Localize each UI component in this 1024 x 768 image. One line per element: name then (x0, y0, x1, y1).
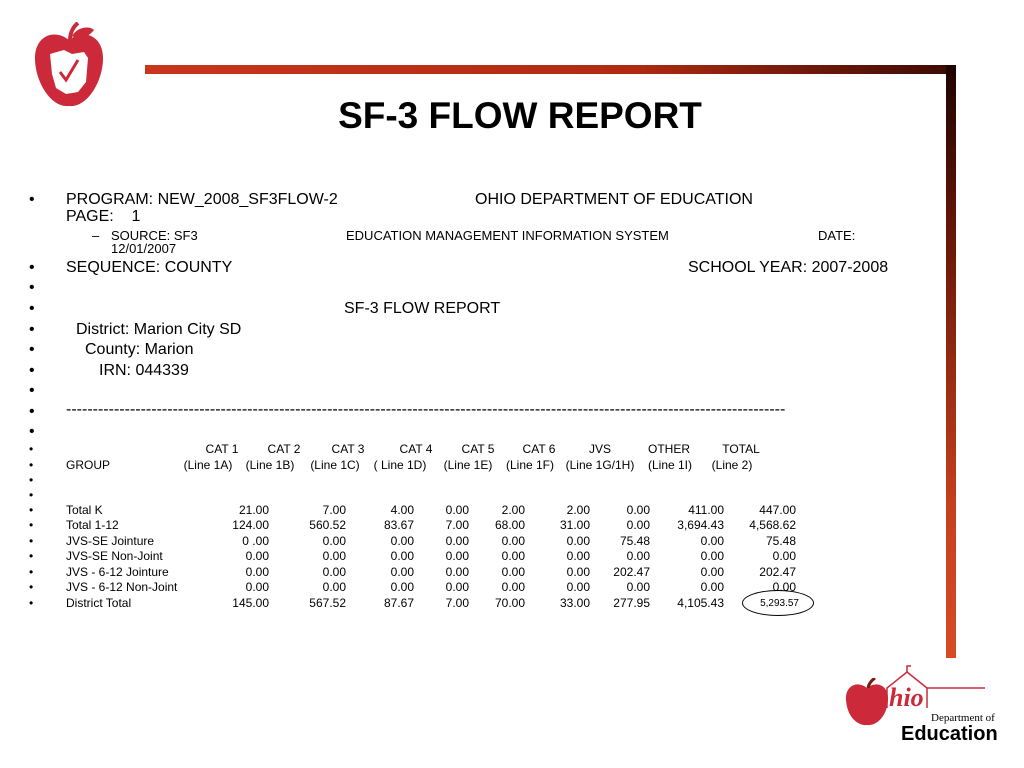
table-cell: 0.00 (566, 549, 590, 563)
table-cell: 0.00 (322, 534, 346, 548)
table-cell: 202.47 (759, 565, 796, 579)
column-header-line: (Line 1B) (245, 458, 295, 472)
bullet: • (29, 341, 35, 358)
table-cell: 83.67 (383, 518, 414, 532)
bullet: • (29, 596, 34, 610)
column-header-line: (Line 1I) (647, 458, 693, 472)
table-cell: 87.67 (383, 596, 414, 610)
table-cell: 75.48 (765, 534, 796, 548)
table-cell: 7.00 (445, 596, 469, 610)
table-cell: 0.00 (390, 580, 414, 594)
sub-bullet: – (92, 228, 100, 243)
source-label: SOURCE: SF3 (111, 228, 198, 243)
system-label: EDUCATION MANAGEMENT INFORMATION SYSTEM (346, 228, 669, 243)
bullet: • (29, 549, 34, 563)
bullet: • (29, 580, 34, 594)
table-cell: 0.00 (445, 580, 469, 594)
table-cell: 0.00 (626, 518, 650, 532)
district-label: District: Marion City SD (76, 321, 242, 338)
bullet: • (29, 403, 35, 420)
table-cell: 0.00 (501, 580, 525, 594)
table-cell: 4,568.62 (749, 518, 796, 532)
bullet: • (29, 534, 34, 548)
bullet: • (29, 565, 34, 579)
column-header-line: (Line 1G/1H) (565, 458, 635, 472)
table-cell: 0.00 (445, 549, 469, 563)
table-cell: 2.00 (501, 503, 525, 517)
table-cell: 5,293.57 (760, 598, 799, 609)
row-label: JVS-SE Jointure (66, 534, 155, 548)
table-cell: 0.00 (445, 503, 469, 517)
row-label: Total K (66, 503, 103, 517)
column-header-name: CAT 6 (522, 442, 556, 456)
logo-education-text: Education (901, 723, 998, 745)
table-cell: 31.00 (559, 518, 590, 532)
group-header: GROUP (66, 458, 111, 472)
county-label: County: Marion (85, 341, 194, 358)
table-cell: 0.00 (626, 580, 650, 594)
column-header-name: TOTAL (722, 442, 760, 456)
column-header-name: CAT 4 (399, 442, 433, 456)
table-cell: 560.52 (309, 518, 346, 532)
bullet: • (29, 488, 34, 502)
table-cell: 277.95 (613, 596, 650, 610)
table-cell: 0.00 (245, 565, 269, 579)
table-cell: 0.00 (390, 534, 414, 548)
column-header-line: (Line 1E) (443, 458, 493, 472)
table-cell: 411.00 (688, 503, 724, 517)
table-cell: 0.00 (501, 534, 525, 548)
table-cell: 0.00 (501, 565, 525, 579)
table-cell: 0.00 (700, 549, 724, 563)
table-cell: 7.00 (445, 518, 469, 532)
column-header-line: ( Line 1D) (373, 458, 427, 472)
column-header-line: (Line 1A) (183, 458, 233, 472)
table-cell: 0.00 (700, 565, 724, 579)
table-cell: 0.00 (626, 549, 650, 563)
bullet: • (29, 458, 34, 472)
school-year-label: SCHOOL YEAR: 2007-2008 (688, 259, 889, 276)
schoolhouse-icon (881, 664, 991, 710)
program-label: PROGRAM: NEW_2008_SF3FLOW-2 (66, 191, 338, 208)
table-cell: 0.00 (772, 580, 796, 594)
bullet: • (29, 503, 34, 517)
table-cell: 7.00 (322, 503, 346, 517)
row-label: District Total (66, 596, 132, 610)
date-value: 12/01/2007 (111, 241, 177, 256)
table-cell: 0.00 (566, 534, 590, 548)
table-cell: 447.00 (759, 503, 796, 517)
side-accent-bar (946, 65, 956, 658)
table-cell: 0.00 (322, 580, 346, 594)
table-cell: 4.00 (390, 503, 414, 517)
table-cell: 0.00 (626, 503, 650, 517)
table-cell: 21.00 (238, 503, 269, 517)
table-cell: 0.00 (772, 549, 796, 563)
table-cell: 124.00 (232, 518, 269, 532)
logo-department-text: Department of (931, 712, 995, 724)
bullet: • (29, 191, 35, 208)
table-cell: 0.00 (322, 565, 346, 579)
bullet: • (29, 279, 35, 296)
table-cell: 0.00 (700, 580, 724, 594)
column-header-name: CAT 3 (331, 442, 365, 456)
row-label: Total 1-12 (66, 518, 119, 532)
separator-line: --------------------------------------------------------------------------------------------------------------------------------------- (66, 401, 786, 418)
table-cell: 0.00 (390, 565, 414, 579)
column-header-name: OTHER (648, 442, 690, 456)
table-cell: 0.00 (245, 580, 269, 594)
report-title: SF-3 FLOW REPORT (344, 300, 501, 317)
irn-label: IRN: 044339 (99, 362, 189, 379)
date-label: DATE: (818, 228, 856, 243)
slide-title: SF-3 FLOW REPORT (338, 95, 702, 136)
table-cell: 33.00 (559, 596, 590, 610)
table-cell: 202.47 (613, 565, 650, 579)
table-cell: 3,694.43 (677, 518, 724, 532)
highlight-circle (742, 590, 814, 616)
column-header-line: (Line 1F) (505, 458, 555, 472)
table-cell: 0 .00 (242, 534, 269, 548)
table-cell: 0.00 (501, 549, 525, 563)
bullet: • (29, 442, 34, 456)
row-label: JVS - 6-12 Jointure (66, 565, 169, 579)
column-header-line: (Line 2) (711, 458, 753, 472)
bullet: • (29, 473, 34, 487)
sequence-label: SEQUENCE: COUNTY (66, 259, 233, 276)
column-header-name: CAT 5 (461, 442, 495, 456)
bullet: • (29, 300, 35, 317)
table-cell: 0.00 (322, 549, 346, 563)
page-label: PAGE: 1 (66, 208, 141, 225)
table-cell: 567.52 (309, 596, 346, 610)
department-label: OHIO DEPARTMENT OF EDUCATION (475, 191, 753, 208)
table-cell: 0.00 (566, 580, 590, 594)
bullet: • (29, 518, 34, 532)
svg-text:hio: hio (889, 683, 924, 710)
table-cell: 2.00 (566, 503, 590, 517)
bullet: • (29, 423, 35, 440)
bullet: • (29, 259, 35, 276)
table-cell: 0.00 (700, 534, 724, 548)
column-header-line: (Line 1C) (310, 458, 360, 472)
table-cell: 4,105.43 (677, 596, 724, 610)
ohio-education-logo (845, 664, 1005, 748)
bullet: • (29, 362, 35, 379)
table-cell: 145.00 (232, 596, 269, 610)
table-cell: 0.00 (566, 565, 590, 579)
table-cell: 68.00 (494, 518, 525, 532)
column-header-name: CAT 2 (267, 442, 301, 456)
column-header-name: JVS (588, 442, 611, 456)
bullet: • (29, 382, 35, 399)
row-label: JVS - 6-12 Non-Joint (66, 580, 178, 594)
column-header-name: CAT 1 (205, 442, 239, 456)
table-cell: 70.00 (494, 596, 525, 610)
table-cell: 0.00 (445, 565, 469, 579)
table-cell: 0.00 (245, 549, 269, 563)
bullet: • (29, 321, 35, 338)
top-accent-bar (145, 65, 956, 74)
row-label: JVS-SE Non-Joint (66, 549, 163, 563)
table-cell: 0.00 (445, 534, 469, 548)
table-cell: 0.00 (390, 549, 414, 563)
table-cell: 75.48 (619, 534, 650, 548)
